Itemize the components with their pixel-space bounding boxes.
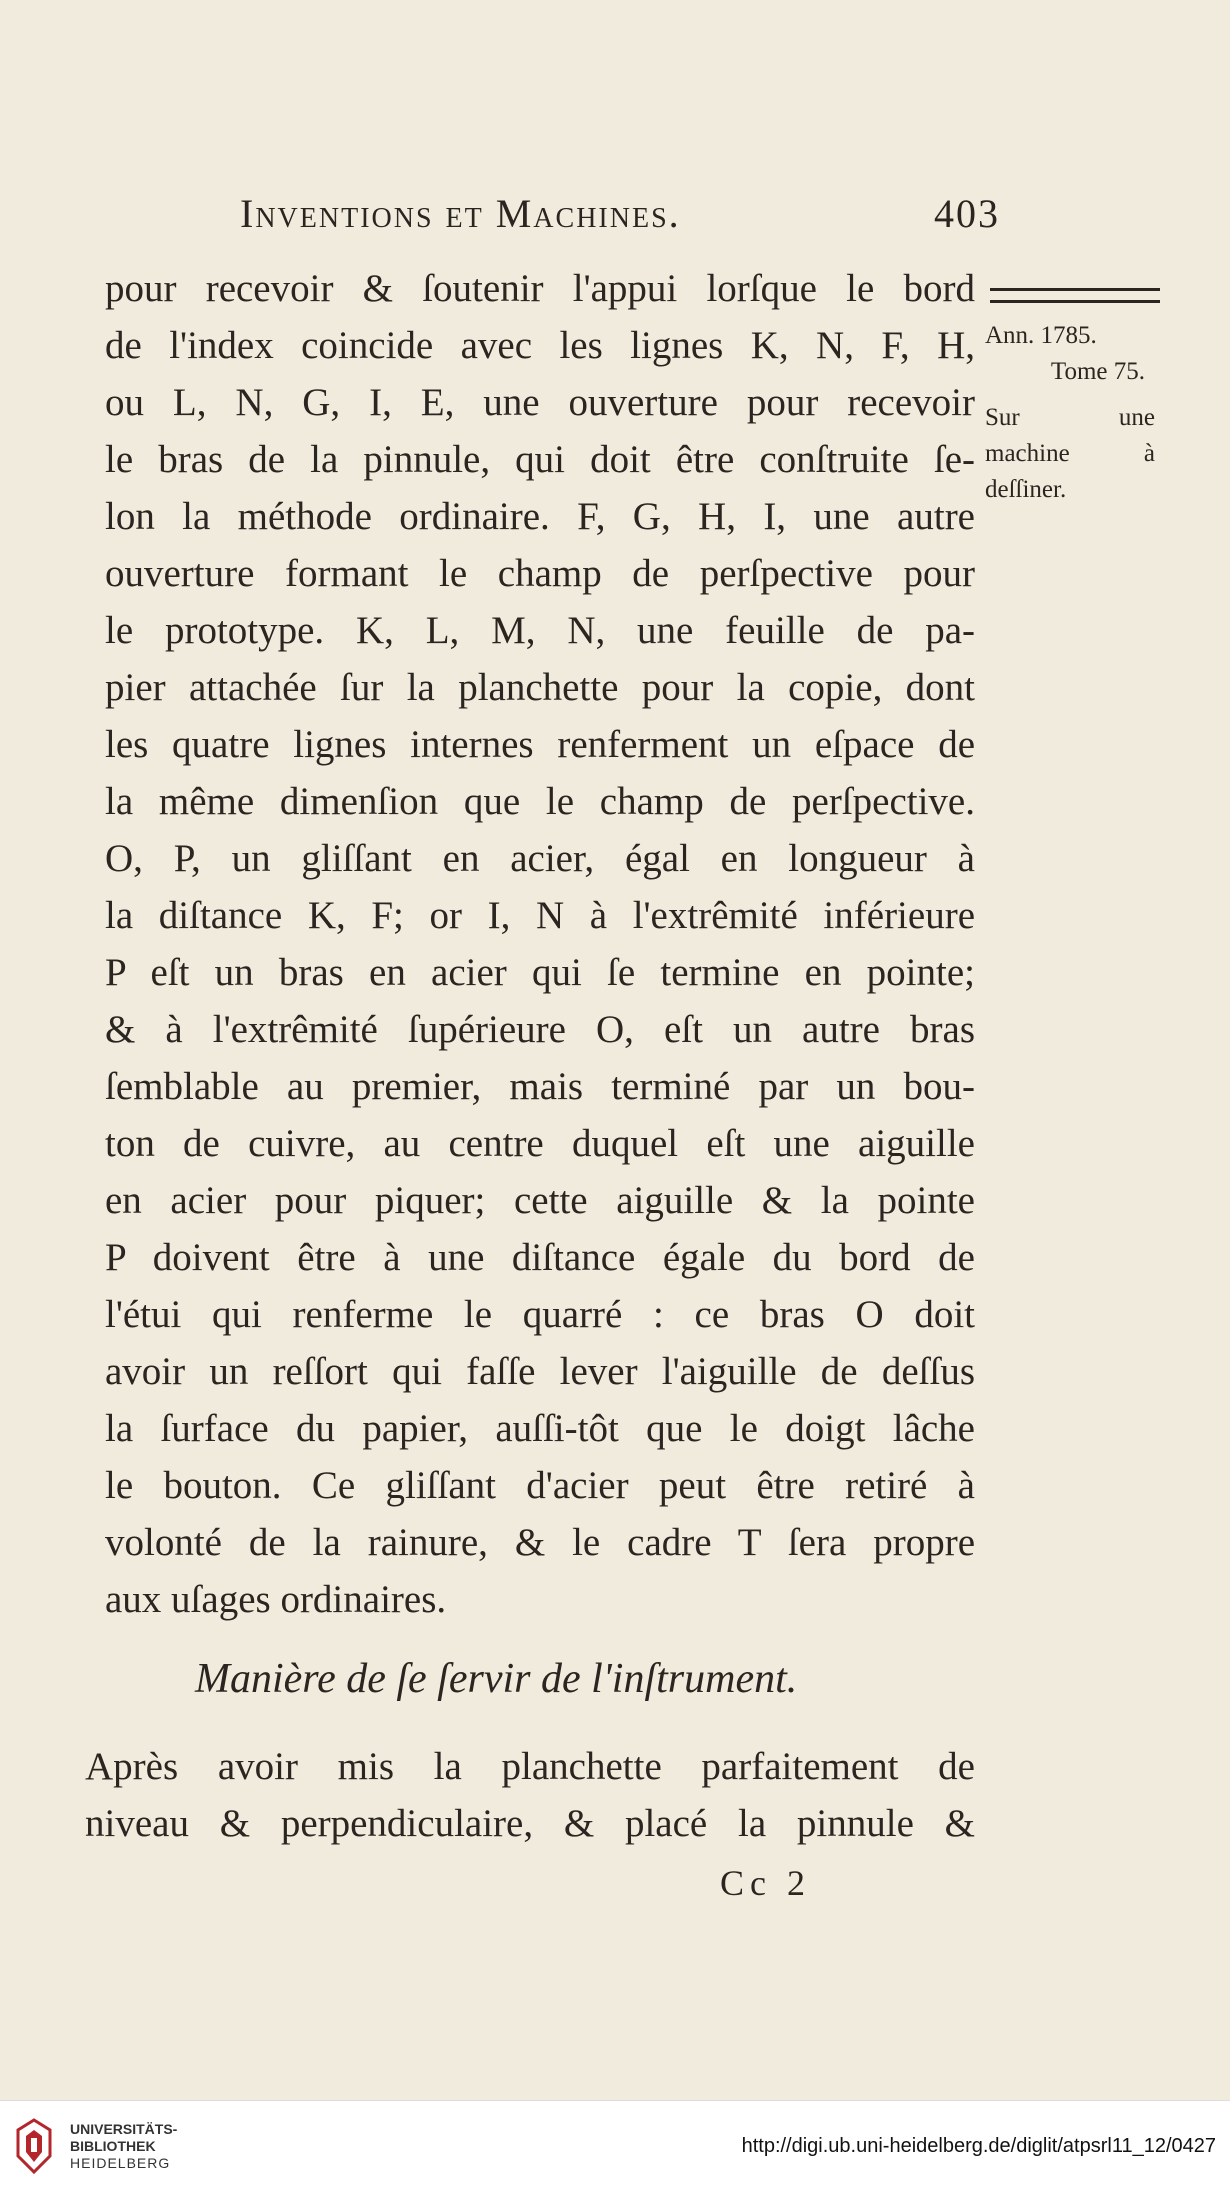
- text-line: le prototype. K, L, M, N, une feuille de pa-: [105, 609, 975, 652]
- text-line: ſemblable au premier, mais terminé par un bou-: [105, 1065, 975, 1108]
- text-line: en acier pour piquer; cette aiguille & la pointe: [105, 1179, 975, 1222]
- text-line: la diſtance K, F; or I, N à l'extrêmité inférieure: [105, 894, 975, 937]
- text-line: & à l'extrêmité ſupérieure O, eſt un autre bras: [105, 1008, 975, 1051]
- margin-topic-line: deſſiner.: [985, 476, 1067, 503]
- permalink-url[interactable]: http://digi.ub.uni-heidelberg.de/diglit/atpsrl11_12/0427: [741, 2135, 1216, 2157]
- institution-line: HEIDELBERG: [70, 2155, 171, 2171]
- institution-name: [70, 2121, 177, 2172]
- text-line: lon la méthode ordinaire. F, G, H, I, une autre: [105, 495, 975, 538]
- university-seal-icon: [10, 2116, 58, 2176]
- institution-line: BIBLIOTHEK: [70, 2138, 156, 2154]
- text-line: l'étui qui renferme le quarré : ce bras O doit: [105, 1293, 975, 1336]
- main-text-block: [105, 260, 975, 1628]
- margin-year: Ann. 1785.: [985, 322, 1097, 349]
- second-text-block: [85, 1738, 975, 1852]
- header-title: Inventions et Machines.: [240, 191, 681, 236]
- margin-tome: Tome 75.: [1050, 358, 1145, 385]
- text-line: de l'index coincide avec les lignes K, N, F, H,: [105, 324, 975, 367]
- margin-topic-line: machine à: [985, 440, 1155, 467]
- text-line: avoir un reſſort qui faſſe lever l'aiguille de deſſus: [105, 1350, 975, 1393]
- text-line: les quatre lignes internes renferment un eſpace de: [105, 723, 975, 766]
- section-subheading: Manière de ſe ſervir de l'inſtrument.: [195, 1656, 798, 1702]
- margin-note: [985, 318, 1155, 508]
- text-line: P eſt un bras en acier qui ſe termine en pointe;: [105, 951, 975, 994]
- text-line: volonté de la rainure, & le cadre T ſera propre: [105, 1521, 975, 1564]
- text-line: niveau & perpendiculaire, & placé la pinnule &: [85, 1802, 975, 1845]
- text-line: la ſurface du papier, auſſi-tôt que le doigt lâche: [105, 1407, 975, 1450]
- text-line: Après avoir mis la planchette parfaitement de: [85, 1745, 975, 1788]
- margin-topic-line: Sur une: [985, 404, 1155, 431]
- text-line: ou L, N, G, I, E, une ouverture pour recevoir: [105, 381, 975, 424]
- text-line: le bras de la pinnule, qui doit être conſtruite ſe-: [105, 438, 975, 481]
- margin-double-rule: [990, 288, 1160, 303]
- text-line: la même dimenſion que le champ de perſpective.: [105, 780, 975, 823]
- text-line: pier attachée ſur la planchette pour la copie, dont: [105, 666, 975, 709]
- viewer-footer: [0, 2100, 1230, 2192]
- page-number: 403: [934, 191, 1000, 236]
- text-line: le bouton. Ce gliſſant d'acier peut être retiré à: [105, 1464, 975, 1507]
- text-line: P doivent être à une diſtance égale du bord de: [105, 1236, 975, 1279]
- text-line: ton de cuivre, au centre duquel eſt une aiguille: [105, 1122, 975, 1165]
- text-line: O, P, un gliſſant en acier, égal en longueur à: [105, 837, 975, 880]
- institution-line: UNIVERSITÄTS-: [70, 2121, 178, 2137]
- text-line: aux uſages ordinaires.: [105, 1578, 447, 1621]
- text-line: ouverture formant le champ de perſpective pour: [105, 552, 975, 595]
- signature-mark: Cc 2: [720, 1863, 811, 1903]
- text-line: pour recevoir & ſoutenir l'appui lorſque le bord: [105, 267, 975, 310]
